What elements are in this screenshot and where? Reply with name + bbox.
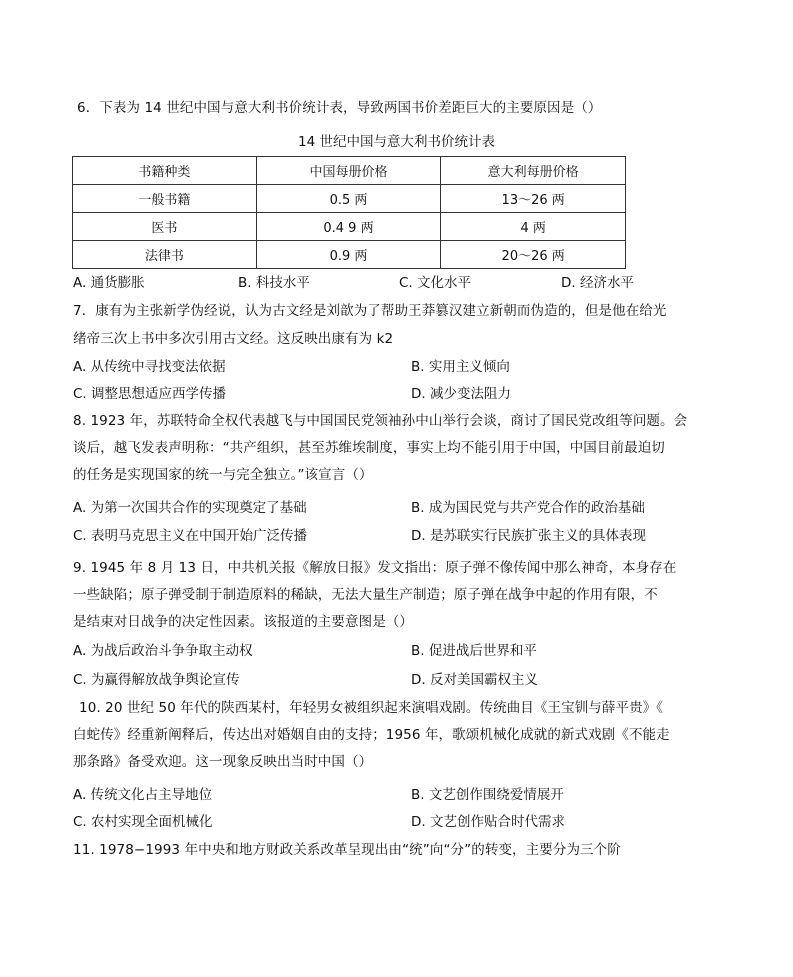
table-header-cell: 意大利每册价格 [441, 157, 626, 185]
q8-stem-line-3: 的任务是实现国家的统一与完全独立。”该宣言（） [73, 467, 373, 483]
q9-option-d[interactable]: D. 反对美国霸权主义 [411, 672, 538, 688]
q10-option-b[interactable]: B. 文艺创作围绕爱情展开 [411, 787, 564, 803]
table-cell: 13～26 两 [441, 185, 626, 213]
q9-stem-line-3: 是结束对日战争的决定性因素。该报道的主要意图是（） [73, 614, 413, 630]
q8-option-b[interactable]: B. 成为国民党与共产党合作的政治基础 [411, 500, 645, 516]
q7-stem-line-1: 7．康有为主张新学伪经说，认为古文经是刘歆为了帮助王莽篡汉建立新朝而伪造的，但是他在给光 [73, 303, 667, 319]
table-cell: 医书 [73, 213, 257, 241]
table-cell: 20～26 两 [441, 241, 626, 269]
table-cell: 4 两 [441, 213, 626, 241]
q10-option-c[interactable]: C. 农村实现全面机械化 [73, 814, 213, 830]
q7-option-a[interactable]: A. 从传统中寻找变法依据 [73, 359, 226, 375]
table-cell: 0.5 两 [256, 185, 441, 213]
q9-stem-line-2: 一些缺陷；原子弹受制于制造原料的稀缺，无法大量生产制造；原子弹在战争中起的作用有限，不 [73, 587, 658, 603]
table-row [73, 185, 626, 213]
q8-option-d[interactable]: D. 是苏联实行民族扩张主义的具体表现 [411, 528, 646, 544]
table-row [73, 213, 626, 241]
q6-option-d[interactable]: D. 经济水平 [561, 275, 634, 291]
q9-option-c[interactable]: C. 为赢得解放战争舆论宣传 [73, 672, 240, 688]
table-header-cell: 书籍种类 [73, 157, 257, 185]
table-row [73, 241, 626, 269]
q8-option-a[interactable]: A. 为第一次国共合作的实现奠定了基础 [73, 500, 307, 516]
table-cell: 法律书 [73, 241, 257, 269]
q6-table-title: 14 世纪中国与意大利书价统计表 [298, 134, 495, 150]
q10-stem-line-1: 10. 20 世纪 50 年代的陕西某村，年轻男女被组织起来演唱戏剧。传统曲目《王宝钏与薛平贵》《 [79, 700, 664, 716]
q9-option-b[interactable]: B. 促进战后世界和平 [411, 643, 537, 659]
q6-stem: 6．下表为 14 世纪中国与意大利书价统计表，导致两国书价差距巨大的主要原因是（） [77, 100, 602, 116]
q10-stem-line-2: 白蛇传》经重新阐释后，传达出对婚姻自由的支持；1956 年，歌颂机械化成就的新式戏剧《不能走 [73, 727, 670, 743]
q7-option-c[interactable]: C. 调整思想适应西学传播 [73, 386, 227, 402]
q10-option-d[interactable]: D. 文艺创作贴合时代需求 [411, 814, 565, 830]
q6-option-b[interactable]: B. 科技水平 [238, 275, 310, 291]
q7-option-d[interactable]: D. 减少变法阻力 [411, 386, 511, 402]
q11-stem-line-1: 11. 1978−1993 年中央和地方财政关系改革呈现出由“统”向“分”的转变，主要分为三个阶 [73, 842, 621, 858]
q8-stem-line-2: 谈后，越飞发表声明称：“共产组织，甚至苏维埃制度，事实上均不能引用于中国，中国目前最迫切 [73, 440, 665, 456]
q6-option-a[interactable]: A. 通货膨胀 [73, 275, 145, 291]
table-cell: 0.4 9 两 [256, 213, 441, 241]
q9-stem-line-1: 9. 1945 年 8 月 13 日，中共机关报《解放日报》发文指出：原子弹不像传闻中那么神奇，本身存在 [73, 560, 677, 576]
q7-stem-line-2: 绪帝三次上书中多次引用古文经。这反映出康有为 k2 [73, 331, 394, 347]
table-header-row [73, 157, 626, 185]
q8-stem-line-1: 8. 1923 年，苏联特命全权代表越飞与中国国民党领袖孙中山举行会谈，商讨了国民党改组等问题。会 [73, 413, 688, 429]
q10-option-a[interactable]: A. 传统文化占主导地位 [73, 787, 213, 803]
table-cell: 0.9 两 [256, 241, 441, 269]
price-table [72, 156, 626, 269]
table-header-cell: 中国每册价格 [256, 157, 441, 185]
q9-option-a[interactable]: A. 为战后政治斗争争取主动权 [73, 643, 253, 659]
q8-option-c[interactable]: C. 表明马克思主义在中国开始广泛传播 [73, 528, 308, 544]
q7-option-b[interactable]: B. 实用主义倾向 [411, 359, 510, 375]
q6-option-c[interactable]: C. 文化水平 [399, 275, 472, 291]
q10-stem-line-3: 那条路》备受欢迎。这一现象反映出当时中国（） [73, 754, 373, 770]
table-cell: 一般书籍 [73, 185, 257, 213]
